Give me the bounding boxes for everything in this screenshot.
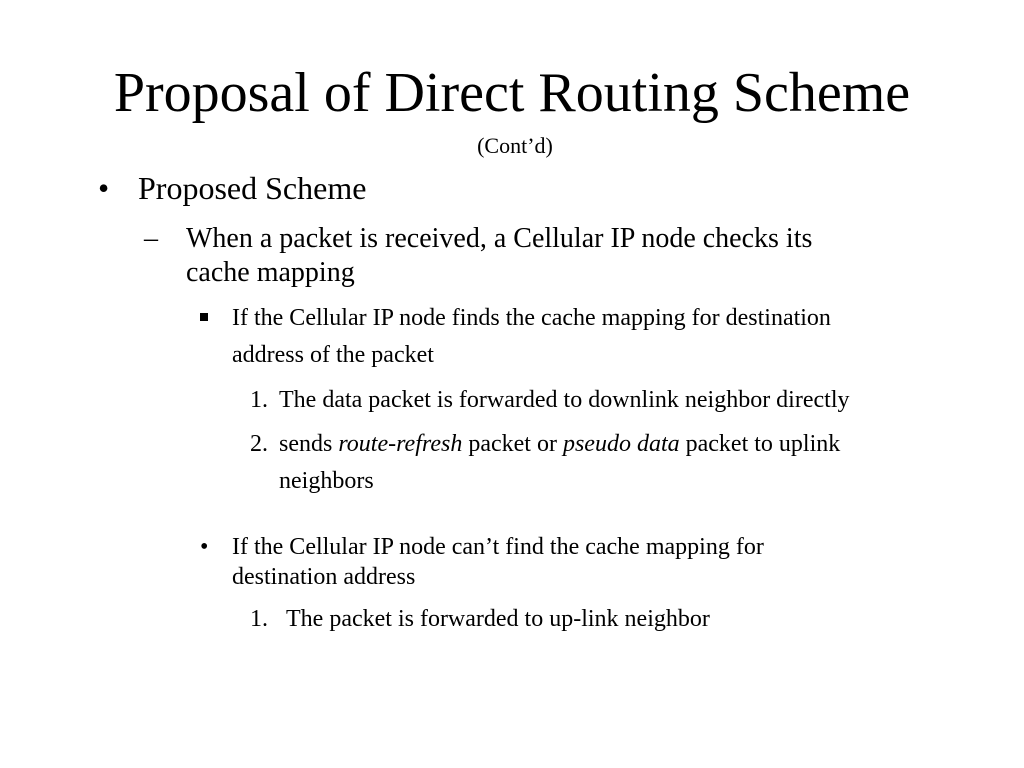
- step-number: 1.: [250, 606, 268, 632]
- case-found-line-1: If the Cellular IP node finds the cache mapping for destination: [232, 305, 831, 331]
- sub-bullet-line-2: cache mapping: [186, 257, 355, 288]
- sub-bullet-line-1: When a packet is received, a Cellular IP node checks its: [186, 223, 813, 254]
- step-text-mixed: [279, 429, 840, 459]
- bullet-marker: •: [98, 170, 110, 206]
- step-number: 1.: [250, 387, 268, 413]
- step-text: The data packet is forwarded to downlink neighbor directly: [279, 387, 850, 413]
- route-refresh-term: route-refresh: [338, 431, 463, 457]
- case-not-found-line-2: destination address: [232, 564, 416, 590]
- pseudo-data-term: pseudo data: [562, 431, 680, 457]
- bullet-proposed-scheme: Proposed Scheme: [138, 170, 367, 206]
- step-text-line-2: neighbors: [279, 468, 374, 494]
- step-text-middle: packet or: [462, 431, 563, 457]
- case-not-found-line-1: If the Cellular IP node can’t find the cache mapping for: [232, 534, 764, 560]
- step-text-suffix: packet to uplink: [679, 431, 841, 457]
- step-text-prefix: sends: [279, 431, 339, 457]
- case-found-line-2: address of the packet: [232, 342, 434, 368]
- bullet-marker: •: [200, 534, 209, 560]
- step-number: 2.: [250, 431, 268, 457]
- dash-marker: –: [144, 223, 158, 254]
- slide-subtitle: (Cont’d): [477, 133, 553, 158]
- step-text: The packet is forwarded to up-link neighbor: [286, 606, 710, 632]
- square-bullet-icon: [200, 313, 208, 321]
- slide-title: Proposal of Direct Routing Scheme: [113, 62, 911, 124]
